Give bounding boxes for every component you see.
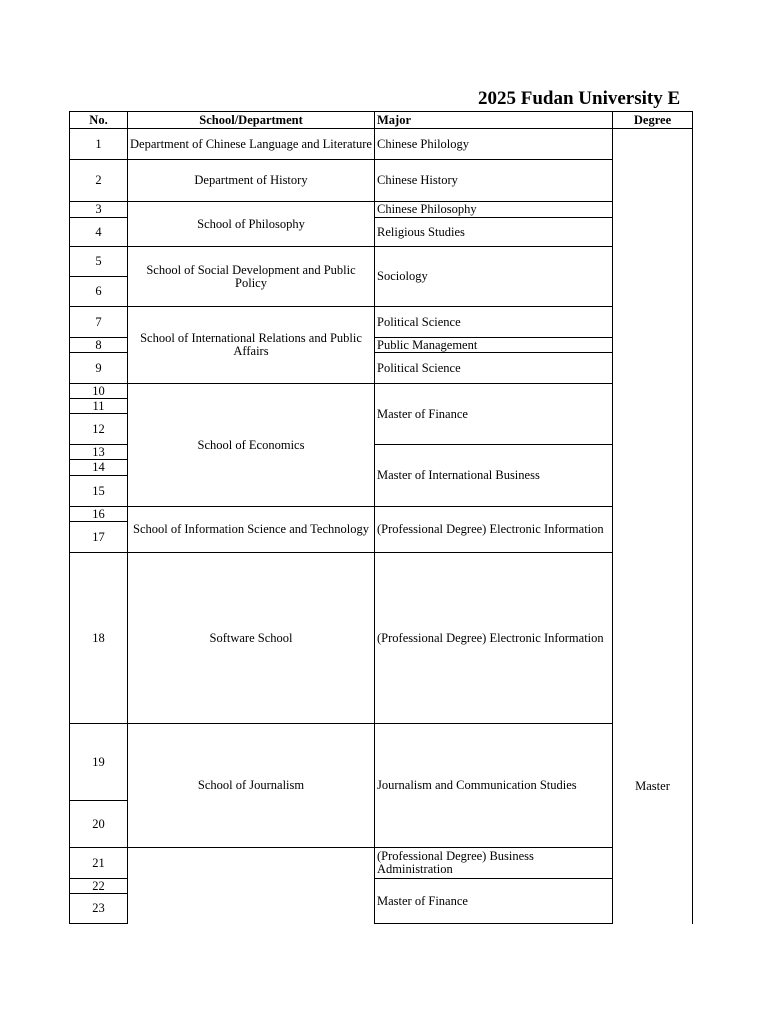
major-cell: Chinese Philology (375, 129, 613, 160)
school-cell: Department of History (128, 160, 375, 202)
row-number: 11 (70, 399, 128, 414)
row-number: 3 (70, 202, 128, 218)
major-cell: Religious Studies (375, 218, 613, 247)
school-cell: School of Philosophy (128, 202, 375, 247)
row-number: 23 (70, 894, 128, 924)
table-row (70, 202, 693, 218)
row-number: 5 (70, 247, 128, 277)
row-number: 15 (70, 476, 128, 507)
row-number: 2 (70, 160, 128, 202)
school-cell: School of Journalism (128, 724, 375, 848)
table-row (70, 384, 693, 399)
row-number: 18 (70, 553, 128, 724)
row-number: 22 (70, 879, 128, 894)
row-number: 14 (70, 460, 128, 476)
table-row (70, 507, 693, 522)
table-row (70, 724, 693, 801)
major-cell: Political Science (375, 307, 613, 338)
school-cell: School of Social Development and Public Policy (128, 247, 375, 307)
row-number: 1 (70, 129, 128, 160)
major-cell: Public Management (375, 338, 613, 353)
major-cell: Master of International Business (375, 445, 613, 507)
major-cell: Political Science (375, 353, 613, 384)
row-number: 8 (70, 338, 128, 353)
header-row (70, 112, 693, 129)
row-number: 19 (70, 724, 128, 801)
school-cell (128, 848, 375, 924)
school-cell: School of International Relations and Public Affairs (128, 307, 375, 384)
major-cell: Sociology (375, 247, 613, 307)
school-cell: Software School (128, 553, 375, 724)
major-cell: (Professional Degree) Electronic Information (375, 507, 613, 553)
header-no: No. (70, 112, 128, 129)
major-cell: Master of Finance (375, 384, 613, 445)
major-cell: (Professional Degree) Business Administration (375, 848, 613, 879)
row-number: 20 (70, 801, 128, 848)
major-cell: Master of Finance (375, 879, 613, 924)
school-cell: Department of Chinese Language and Literature (128, 129, 375, 160)
table-row (70, 129, 693, 160)
degree-cell: Master (613, 129, 693, 924)
row-number: 10 (70, 384, 128, 399)
table-row (70, 160, 693, 202)
header-degree: Degree (613, 112, 693, 129)
major-cell: Chinese History (375, 160, 613, 202)
table-row (70, 307, 693, 338)
school-cell: School of Information Science and Technology (128, 507, 375, 553)
table-row (70, 553, 693, 724)
major-cell: (Professional Degree) Electronic Information (375, 553, 613, 724)
row-number: 17 (70, 522, 128, 553)
major-cell: Chinese Philosophy (375, 202, 613, 218)
row-number: 7 (70, 307, 128, 338)
row-number: 12 (70, 414, 128, 445)
header-school: School/Department (128, 112, 375, 129)
major-cell: Journalism and Communication Studies (375, 724, 613, 848)
school-cell: School of Economics (128, 384, 375, 507)
table-row (70, 247, 693, 277)
row-number: 6 (70, 277, 128, 307)
row-number: 4 (70, 218, 128, 247)
admission-table (69, 111, 693, 924)
table-row (70, 848, 693, 879)
row-number: 9 (70, 353, 128, 384)
row-number: 21 (70, 848, 128, 879)
row-number: 16 (70, 507, 128, 522)
row-number: 13 (70, 445, 128, 460)
page-title: 2025 Fudan University E (478, 88, 681, 109)
header-major: Major (375, 112, 613, 129)
